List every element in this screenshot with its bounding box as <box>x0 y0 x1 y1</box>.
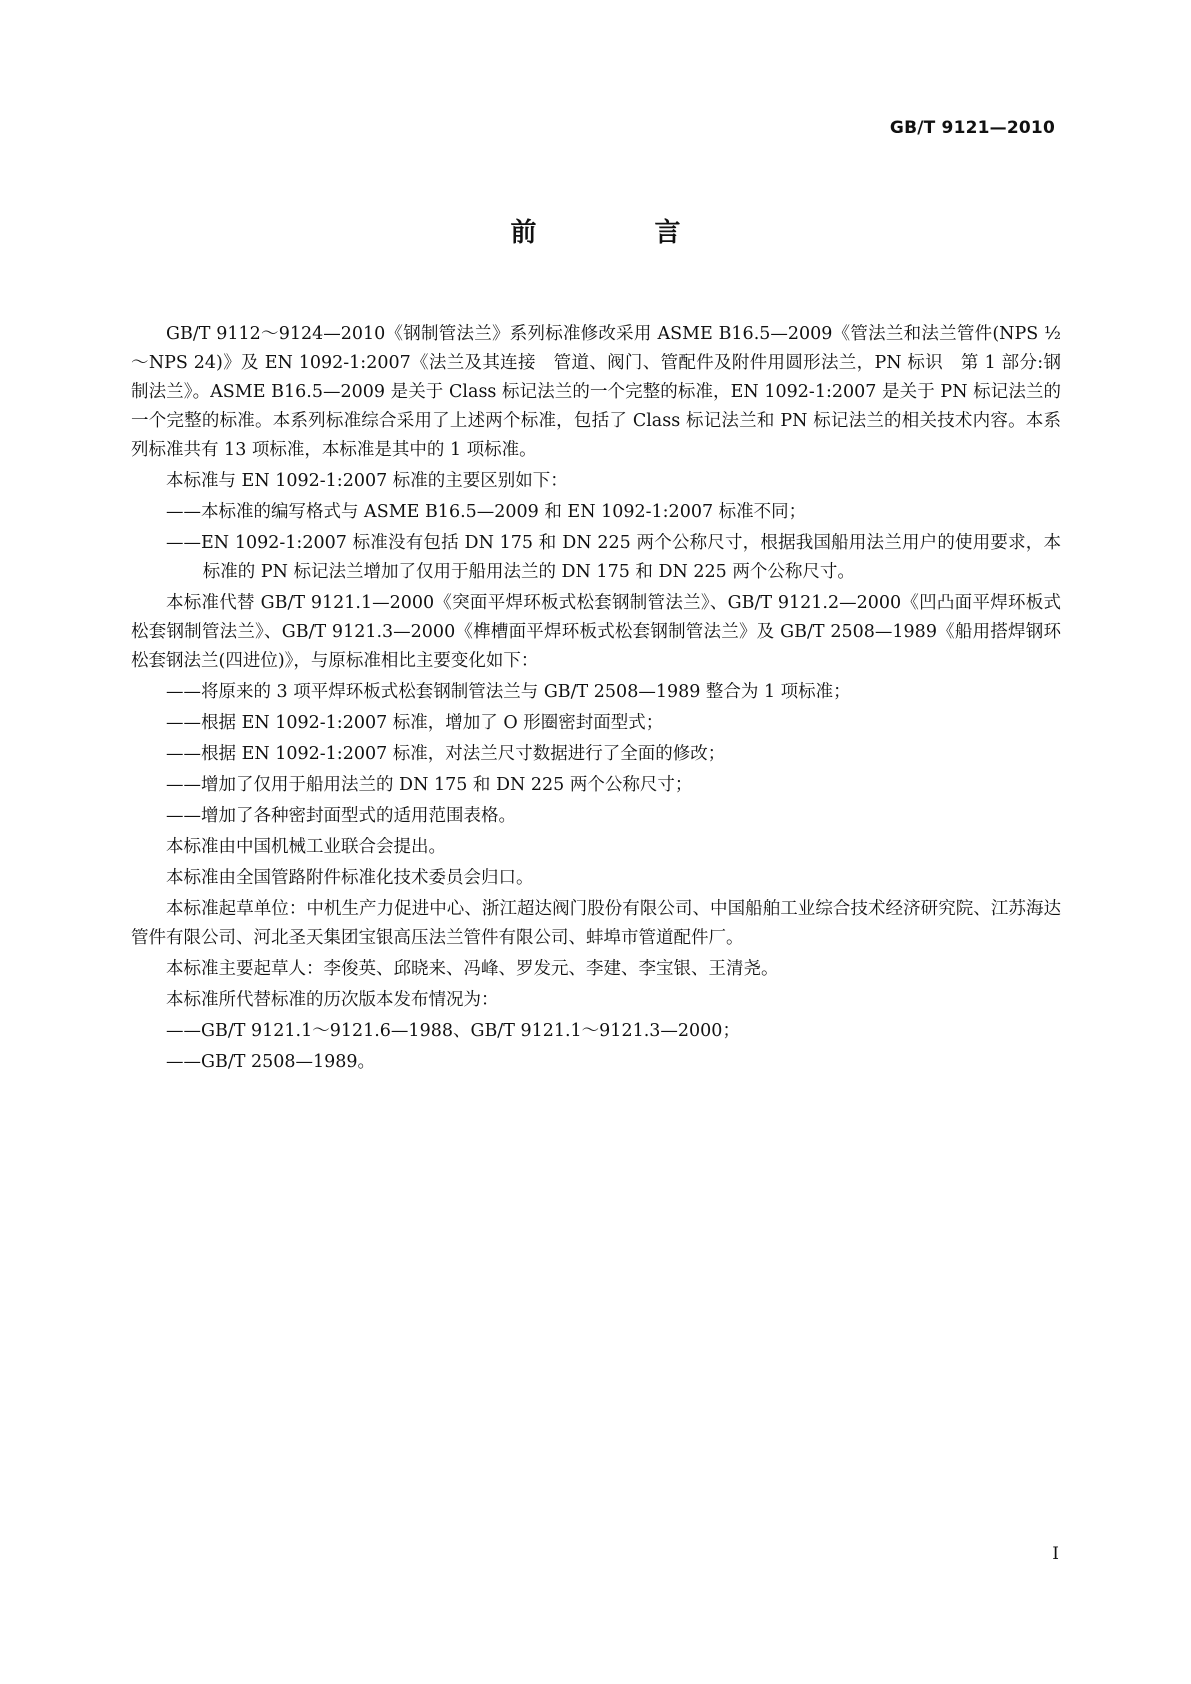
paragraph-replaces: 本标准代替 GB/T 9121.1—2000《突面平焊环板式松套钢制管法兰》、GB/T 9121.2—2000《凹凸面平焊环板式松套钢制管法兰》、GB/T 9121.3—2000《榫槽面平焊环板式松套钢制管法兰》及 GB/T 2508—1989《船用搭焊钢环松套钢法兰(四进位)》，与原标准相比主要变化如下： <box>131 593 1061 671</box>
paragraph-history-intro: 本标准所代替标准的历次版本发布情况为： <box>166 990 499 1010</box>
paragraph-drafters: 本标准主要起草人：李俊英、邱晓来、冯峰、罗发元、李建、李宝银、王清尧。 <box>166 959 779 979</box>
paragraph-drafting-units: 本标准起草单位：中机生产力促进中心、浙江超达阀门股份有限公司、中国船舶工业综合技术经济研究院、江苏海达管件有限公司、河北圣天集团宝银高压法兰管件有限公司、蚌埠市管道配件厂。 <box>131 899 1061 948</box>
standard-number-header: GB/T 9121—2010 <box>889 118 1055 138</box>
dash-item-history-1: ——GB/T 9121.1～9121.6—1988、GB/T 9121.1～9121.3—2000； <box>166 1021 740 1041</box>
paragraph-differences-intro: 本标准与 EN 1092-1:2007 标准的主要区别如下： <box>166 471 568 491</box>
paragraph-intro: GB/T 9112～9124—2010《钢制管法兰》系列标准修改采用 ASME B16.5—2009《管法兰和法兰管件(NPS ½～NPS 24)》及 EN 1092-1:2007《法兰及其连接 管道、阀门、管配件及附件用圆形法兰，PN 标识 第 1 部分:钢制法兰》。ASME B16.5—2009 是关于 Class 标记法兰的一个完整的标准，EN 1092-1:2007 是关于 PN 标记法兰的一个完整的标准。本系列标准综合采用了上述两个标准，包括了 Class 标记法兰和 PN 标记法兰的相关技术内容。本系列标准共有 13 项标准，本标准是其中的 1 项标准。 <box>131 324 1061 460</box>
dash-item-o-ring: ——根据 EN 1092-1:2007 标准，增加了 O 形圈密封面型式； <box>166 713 664 733</box>
dash-item-history-2: ——GB/T 2508—1989。 <box>166 1052 376 1072</box>
dash-item-sizes: ——EN 1092-1:2007 标准没有包括 DN 175 和 DN 225 两个公称尺寸，根据我国船用法兰用户的使用要求，本标准的 PN 标记法兰增加了仅用于船用法兰的 DN 175 和 DN 225 两个公称尺寸。 <box>166 533 1061 582</box>
paragraph-managed-by: 本标准由全国管路附件标准化技术委员会归口。 <box>166 868 534 888</box>
dash-item-format: ——本标准的编写格式与 ASME B16.5—2009 和 EN 1092-1:2007 标准不同； <box>166 502 807 522</box>
dash-item-marine-sizes: ——增加了仅用于船用法兰的 DN 175 和 DN 225 两个公称尺寸； <box>166 775 693 795</box>
dash-item-scope-table: ——增加了各种密封面型式的适用范围表格。 <box>166 806 516 826</box>
paragraph-proposed-by: 本标准由中国机械工业联合会提出。 <box>166 837 446 857</box>
dash-item-merge: ——将原来的 3 项平焊环板式松套钢制管法兰与 GB/T 2508—1989 整合为 1 项标准； <box>166 682 851 702</box>
foreword-body <box>131 320 1061 1079</box>
dash-item-dimensions: ——根据 EN 1092-1:2007 标准，对法兰尺寸数据进行了全面的修改； <box>166 744 726 764</box>
page-number: I <box>1052 1544 1059 1564</box>
page-title: 前 言 <box>510 218 727 248</box>
